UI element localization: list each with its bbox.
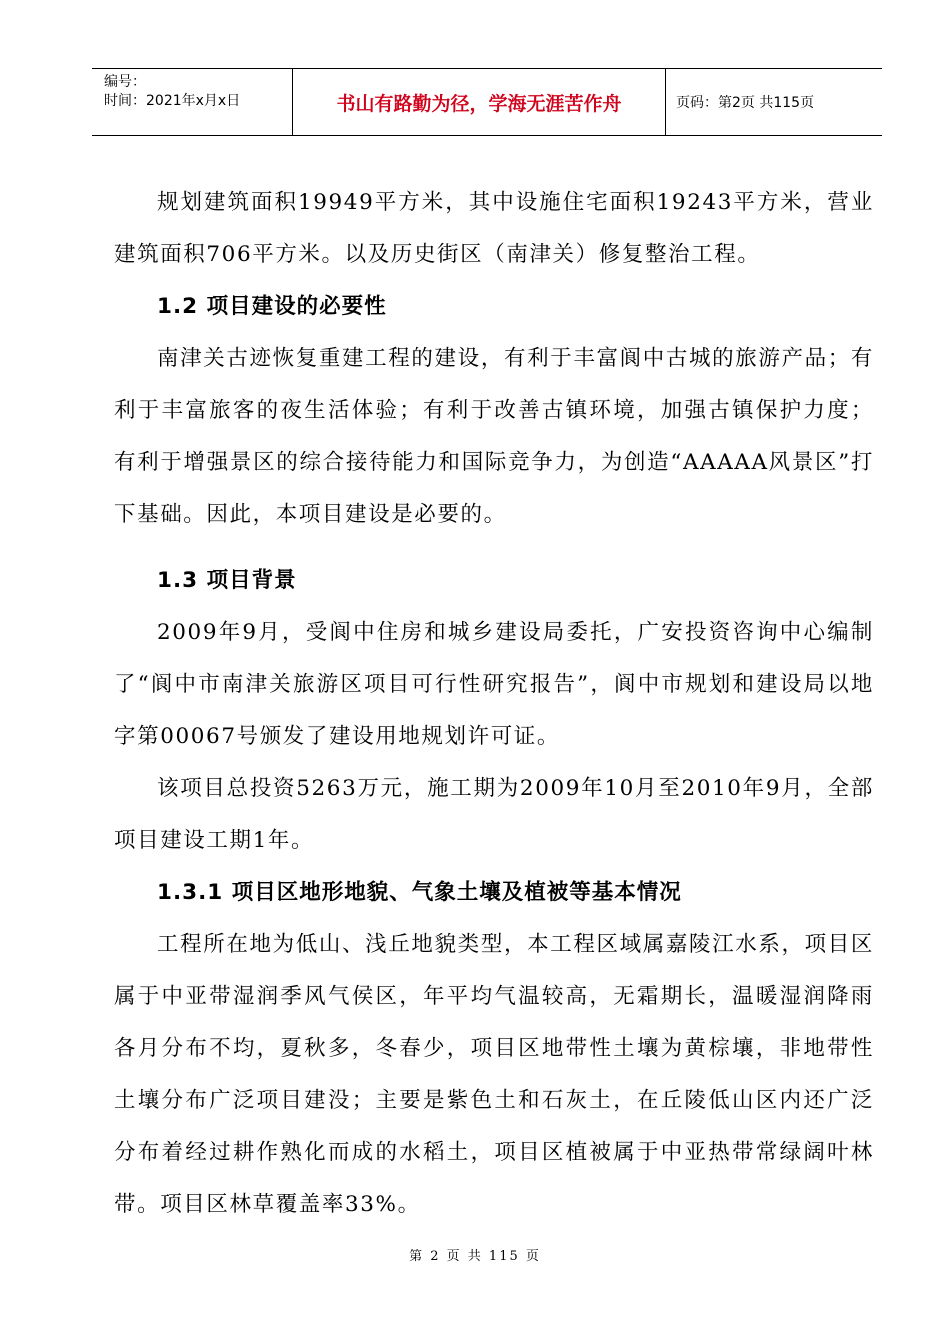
- header-top-rule: [92, 68, 882, 69]
- header-serial: 编号：: [104, 74, 146, 90]
- header-time: 时间：2021年x月x日: [104, 93, 241, 109]
- paragraph: 南津关古迹恢复重建工程的建设，有利于丰富阆中古城的旅游产品；有利于丰富旅客的夜生活体验；有利于改善古镇环境，加强古镇保护力度；有利于增强景区的综合接待能力和国际竞争力，为创造“AAAAA风景区”打下基础。因此，本项目建设是必要的。: [114, 346, 874, 527]
- paragraph: 规划建筑面积19949平方米，其中设施住宅面积19243平方米，营业建筑面积706平方米。以及历史街区（南津关）修复整治工程。: [114, 190, 874, 267]
- document-body: [114, 177, 874, 1231]
- section-heading-1-2: 1.2 项目建设的必要性: [157, 294, 387, 319]
- header-divider: [292, 69, 293, 135]
- paragraph: 工程所在地为低山、浅丘地貌类型，本工程区域属嘉陵江水系，项目区属于中亚带湿润季风气侯区，年平均气温较高，无霜期长，温暖湿润降雨各月分布不均，夏秋多，冬春少，项目区地带性土壤为黄棕壤，非地带性土壤分布广泛项目建没；主要是紫色土和石灰土，在丘陵低山区内还广泛分布着经过耕作熟化而成的水稻土，项目区植被属于中亚热带常绿阔叶林带。项目区林草覆盖率33%。: [114, 932, 874, 1217]
- page-footer: 第 2 页 共 115 页: [409, 1249, 541, 1264]
- paragraph: 2009年9月，受阆中住房和城乡建设局委托，广安投资咨询中心编制了“阆中市南津关旅游区项目可行性研究报告”，阆中市规划和建设局以地字第00067号颁发了建设用地规划许可证。: [114, 620, 874, 749]
- header-motto: 书山有路勤为径，学海无涯苦作舟: [336, 93, 622, 115]
- header-divider: [665, 69, 666, 135]
- header-bottom-rule: [92, 135, 882, 136]
- section-heading-1-3: 1.3 项目背景: [157, 568, 297, 593]
- section-heading-1-3-1: 1.3.1 项目区地形地貌、气象土壤及植被等基本情况: [157, 880, 682, 905]
- header-page-code: 页码：第2页 共115页: [676, 95, 815, 111]
- paragraph: 该项目总投资5263万元，施工期为2009年10月至2010年9月，全部项目建设工期1年。: [114, 776, 874, 853]
